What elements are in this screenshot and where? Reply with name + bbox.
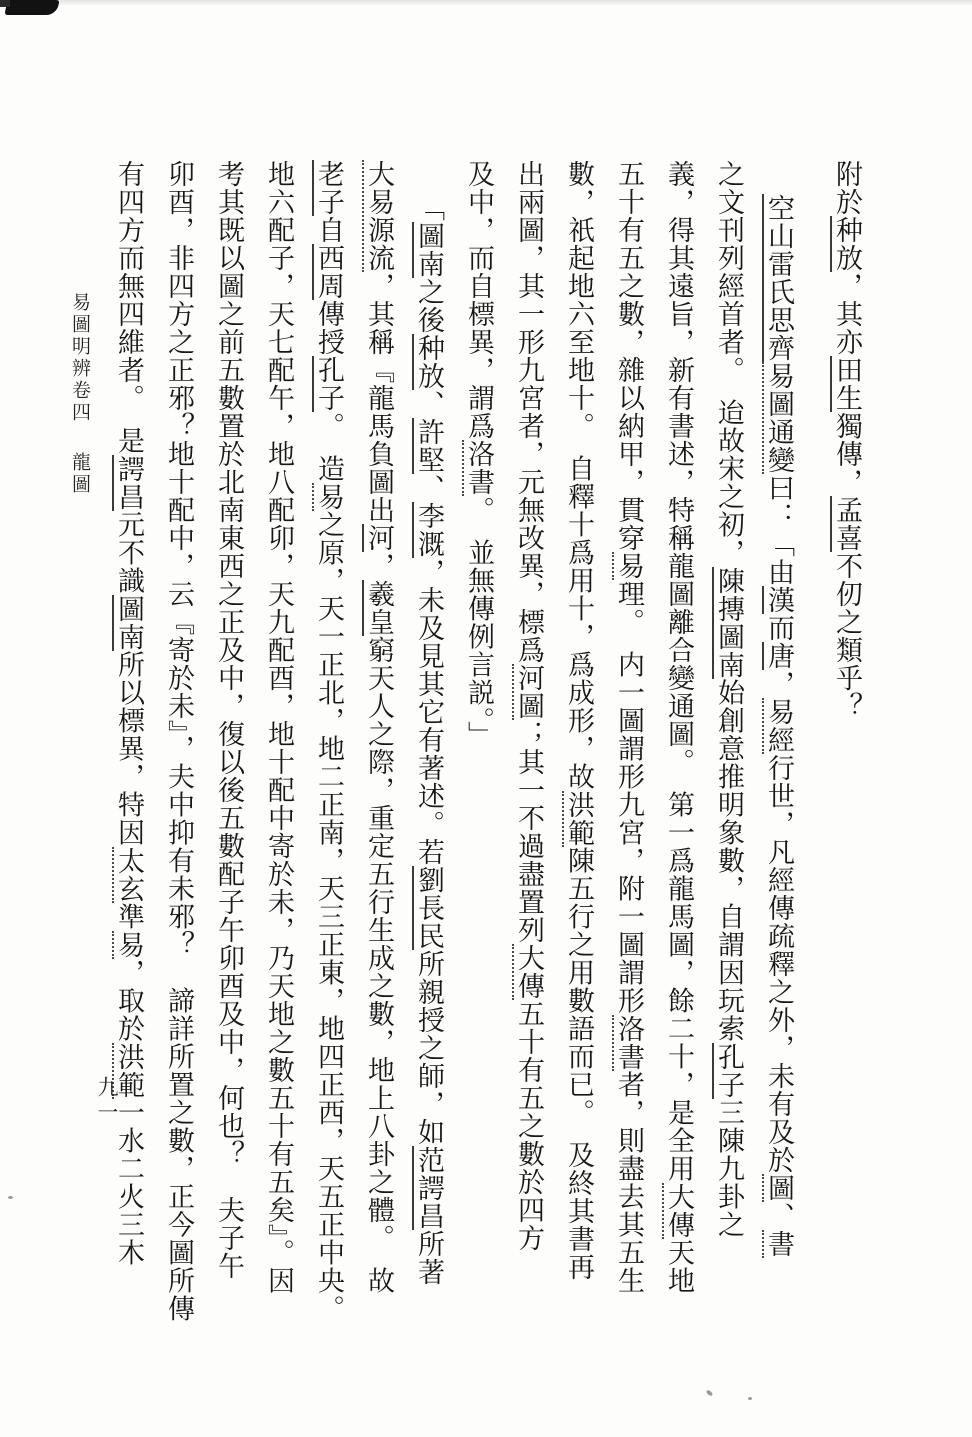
running-title-chapter: 龍圖: [69, 452, 90, 496]
text-run: 不仞之類乎？: [832, 552, 862, 720]
proper-noun-marked-text: 羲皇: [364, 580, 394, 636]
text-run: ，其亦: [832, 272, 862, 356]
proper-noun-marked-text: 孔子: [714, 1042, 744, 1099]
book-title-marked-text: 易經: [764, 698, 794, 754]
book-title-marked-text: 洛書: [614, 1014, 644, 1071]
proper-noun-marked-text: 种放: [414, 334, 444, 390]
text-run: ，: [364, 552, 394, 580]
text-run: 五十有五之數，雜以納甲，貫穿: [614, 160, 644, 552]
text-run: 、: [414, 390, 444, 418]
text-run: 獨傳，: [832, 412, 862, 496]
proper-noun-marked-text: 許堅: [414, 418, 444, 474]
proper-noun-marked-text: 范諤昌: [414, 1146, 444, 1230]
text-run: 、: [414, 474, 444, 502]
book-title-marked-text: 大易源流: [364, 160, 394, 272]
text-column: [504, 160, 554, 1323]
book-title-marked-text: 大傳: [514, 944, 544, 1000]
text-run: 及中，而自標異，謂爲: [464, 160, 494, 440]
text-run: 自: [314, 216, 344, 244]
text-run: 、: [764, 1202, 794, 1230]
text-run: 窮天人之際，重定五行生成之數，地上八卦之體。 故: [364, 636, 394, 1295]
text-run: 傳授: [314, 300, 344, 356]
text-column: [104, 160, 154, 1323]
book-title-marked-text: 易: [314, 482, 344, 511]
text-run: 理。 内一圖謂形九宮，附一圖謂形: [614, 580, 644, 1015]
book-title-marked-text: 易圖通變: [764, 362, 794, 474]
proper-noun-marked-text: 唐: [764, 642, 794, 670]
proper-noun-marked-text: 河: [364, 524, 394, 552]
scan-edge-shading: [0, 0, 972, 6]
text-column: [554, 160, 604, 1323]
book-title-marked-text: 易: [114, 930, 144, 959]
text-run: ，未及見其它有著述。若: [414, 558, 444, 866]
text-run: ，其稱『龍馬負圖出: [364, 272, 394, 524]
text-run: 準: [114, 902, 144, 931]
text-run: 出兩圖，其一形九宮者，元無改異，標爲: [514, 160, 544, 664]
proper-noun-marked-text: 老子: [314, 160, 344, 216]
scan-speck: [8, 1196, 13, 1199]
text-column: [704, 160, 754, 1323]
text-run: ；其一不過盡置列: [514, 720, 544, 944]
text-column: [204, 160, 254, 1323]
text-run: 有四方而無四維者。 是: [114, 160, 144, 455]
text-run: 始創意推明象數，自謂因玩索: [714, 678, 744, 1043]
proper-noun-marked-text: 西周: [314, 244, 344, 300]
text-run: 。 並無傳例言説。」: [464, 496, 494, 749]
text-column: [304, 160, 354, 1323]
book-title-marked-text: 易: [614, 552, 644, 580]
scan-artifact-corner-small: [0, 0, 10, 7]
text-columns: [104, 160, 872, 1323]
text-run: 曰：「由: [764, 474, 794, 586]
proper-noun-marked-text: 孔子: [314, 356, 344, 412]
text-column: [822, 160, 872, 1323]
text-column: [254, 160, 304, 1323]
text-run: 之文刊列經首者。 迨故宋之初，: [714, 160, 744, 567]
scan-speck: [748, 1397, 752, 1400]
proper-noun-marked-text: 圖南: [414, 222, 444, 278]
proper-noun-marked-text: 种放: [832, 216, 862, 272]
text-column: [754, 160, 804, 1323]
text-run: 卯酉，非四方之正邪？地十配中，云『寄於未』，夫中抑有未邪？ 諦詳所置之數，正今圖所傳: [164, 160, 194, 1323]
text-run: 三陳九卦之: [714, 1098, 744, 1239]
text-run: 一水二火三木: [114, 1098, 144, 1267]
proper-noun-marked-text: 諤昌: [114, 454, 144, 511]
text-run: 義，得其遠旨，新有書述，特稱龍圖離合變通圖。 第一爲龍馬圖，餘二十，是全用: [664, 160, 694, 1183]
text-run: ，: [764, 670, 794, 698]
text-run: 陳五行之用數語而已。 及終其書再: [564, 846, 594, 1281]
running-title-volume: 易圖明辨卷四: [69, 292, 90, 424]
proper-noun-marked-text: 劉長民: [414, 866, 444, 950]
text-column: [454, 160, 504, 1323]
text-run: 者，則盡去其五生: [614, 1070, 644, 1295]
book-title-marked-text: 太玄: [114, 846, 144, 903]
scan-artifact-corner: [4, 0, 59, 15]
text-run: 附於: [832, 160, 862, 216]
book-title-marked-text: 洪範: [114, 1042, 144, 1099]
text-run: 數，祇起地六至地十。 自釋十爲用十，爲成形，故: [564, 160, 594, 791]
text-run: 地六配子，天七配午，地八配卯，天九配酉，地十配中寄於未，乃天地之數五十有五矣』。因: [264, 160, 294, 1295]
text-run: 五十有五之數於四方: [514, 1000, 544, 1252]
proper-noun-marked-text: 陳摶圖南: [714, 566, 744, 679]
proper-noun-marked-text: 李溉: [414, 502, 444, 558]
page-number: 九一: [95, 1076, 119, 1126]
text-run: 「: [414, 194, 444, 222]
text-run: 所著: [414, 1230, 444, 1286]
proper-noun-marked-text: 圖南: [114, 594, 144, 651]
book-title-marked-text: 河圖: [514, 664, 544, 720]
text-run: 行世，凡經傳疏釋之外，未有及於: [764, 754, 794, 1174]
text-run: 而: [764, 614, 794, 642]
text-column: [604, 160, 654, 1323]
scan-speck: [706, 1389, 714, 1397]
book-title-marked-text: 書: [764, 1230, 794, 1258]
text-run: 元不識: [114, 510, 144, 595]
book-title-marked-text: 圖: [764, 1174, 794, 1202]
running-title: [66, 292, 93, 496]
proper-noun-marked-text: 漢: [764, 586, 794, 614]
text-run: ，取於: [114, 958, 144, 1043]
book-title-marked-text: 大傳: [664, 1182, 694, 1239]
text-run: 所以標異，特因: [114, 650, 144, 847]
text-column: [154, 160, 204, 1323]
book-title-marked-text: 洪範: [564, 790, 594, 847]
text-run: 。 造: [314, 412, 344, 483]
text-run: 天地: [664, 1238, 694, 1295]
text-run: 考其既以圖之前五數置於北南東西之正及中，復以後五數配子午卯酉及中，何也？ 夫子午: [214, 160, 244, 1280]
text-run: 之原，天一正北，地二正南，天三正東，地四正西，天五正中央。: [314, 510, 344, 1323]
proper-noun-marked-text: 空山雷氏思齊: [764, 194, 794, 362]
text-column: [654, 160, 704, 1323]
text-column: [354, 160, 404, 1323]
book-title-marked-text: 洛書: [464, 440, 494, 496]
text-run: 所親授之師，如: [414, 950, 444, 1146]
proper-noun-marked-text: 田生: [832, 356, 862, 412]
text-run: 之後: [414, 278, 444, 334]
text-column: [404, 160, 454, 1323]
proper-noun-marked-text: 孟喜: [832, 496, 862, 552]
